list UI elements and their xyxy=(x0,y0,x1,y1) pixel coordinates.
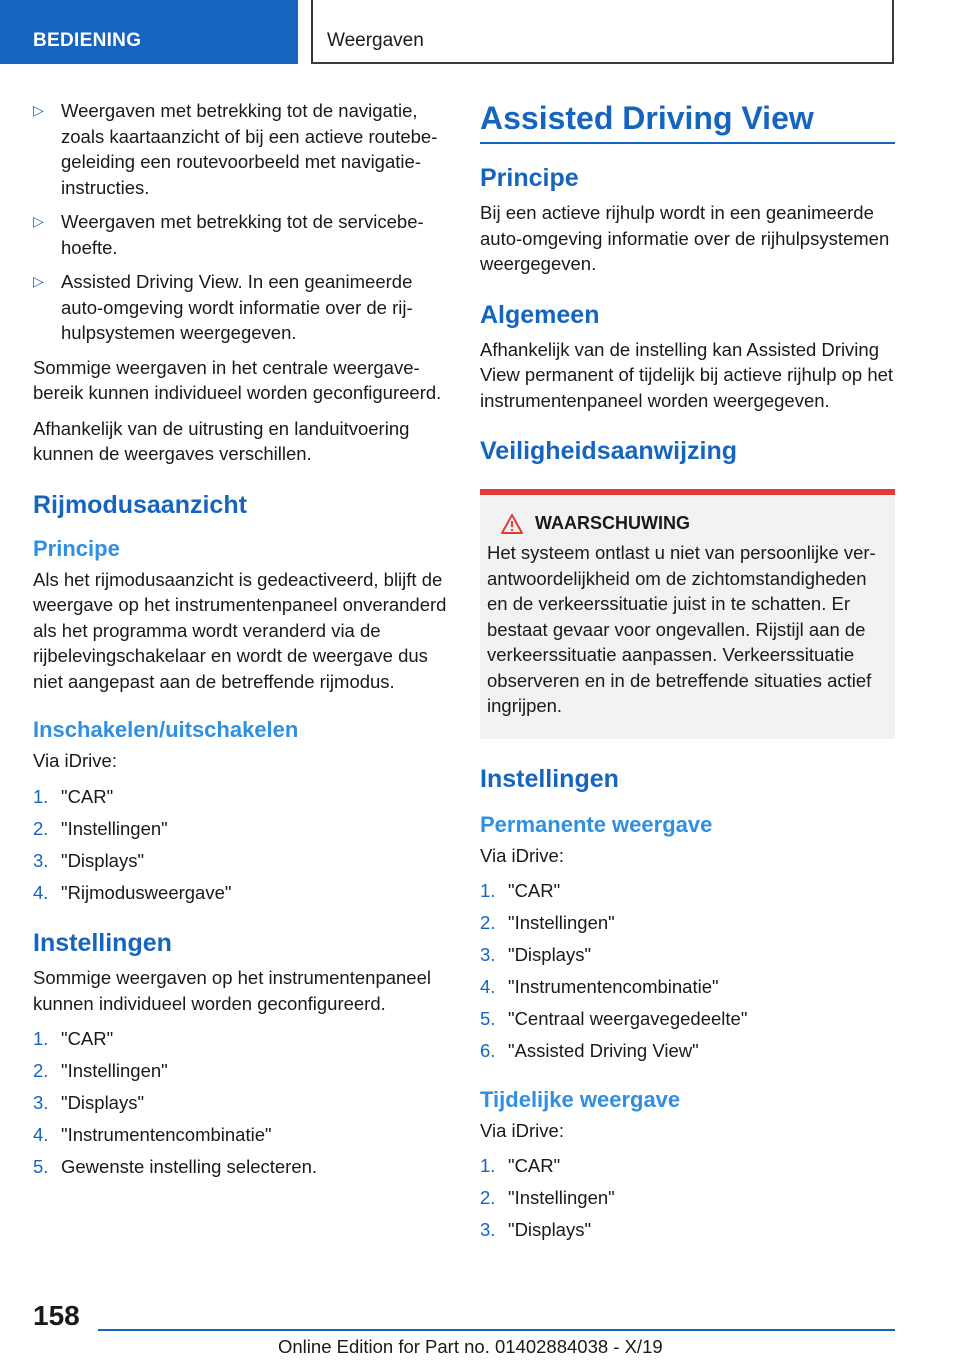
section-heading-algemeen: Algemeen xyxy=(480,300,600,329)
warning-header xyxy=(487,513,887,534)
list-item: ▷ Assisted Driving View. In een geanimeerde auto-omgeving wordt informatie over de rijhulpsystemen weergegeven. xyxy=(33,271,413,343)
footer-edition-text: Online Edition for Part no. 01402884038 - X/19 xyxy=(278,1336,663,1357)
feature-bullet-list xyxy=(33,98,447,346)
via-idrive-label: Via iDrive: xyxy=(480,1119,564,1141)
paragraph: Bij een actieve rijhulp wordt in een geanimeerde auto-omgeving informatie over de rijhulpsystemen weergegeven. xyxy=(480,202,890,274)
header-chapter-box xyxy=(311,0,894,64)
list-item: 6. "Assisted Driving View" xyxy=(480,1040,699,1061)
section-heading-veiligheid: Veiligheidsaanwijzing xyxy=(480,437,738,465)
list-item: 3. "Displays" xyxy=(480,1219,592,1240)
header-section-tab xyxy=(0,0,298,64)
list-item: 1. "CAR" xyxy=(480,880,561,901)
list-item: 3. "Displays" xyxy=(33,849,145,871)
triangle-bullet-icon: ▷ xyxy=(33,213,44,229)
list-item: 5. Gewenste instelling selecteren. xyxy=(33,1156,318,1177)
steps-list xyxy=(33,1026,447,1180)
list-item: 3. "Displays" xyxy=(33,1092,145,1113)
warning-label: WAARSCHUWING xyxy=(535,513,690,533)
steps-list xyxy=(480,878,895,1064)
list-item: 2. "Instellingen" xyxy=(480,1187,615,1208)
list-item: 4. "Instrumentencombinatie" xyxy=(480,976,719,997)
list-item: 2. "Instellingen" xyxy=(33,817,168,839)
paragraph: Sommige weergaven op het instrumentenpaneel kunnen individueel worden geconfigureerd. xyxy=(33,967,431,1014)
list-item: 1. "CAR" xyxy=(33,1028,114,1049)
warning-text: Het systeem ontlast u niet van persoonlijke verantwoordelijkheid om de zichtomstandigheden en de verkeerssituatie juist in te schatten. Er bestaat gevaar voor ongevallen. Rijstijl aan de verkeerssituatie aanpassen. Verkeerssituatie observeren en in de betreffende situaties actief ingrijpen. xyxy=(487,542,876,716)
triangle-bullet-icon: ▷ xyxy=(33,273,44,289)
triangle-bullet-icon: ▷ xyxy=(33,102,44,118)
page-number: 158 xyxy=(33,1300,80,1331)
via-idrive-label: Via iDrive: xyxy=(480,844,564,866)
warning-box xyxy=(480,489,895,739)
subheading-inschakelen: Inschakelen/uitschakelen xyxy=(33,717,299,742)
section-heading-instellingen-right: Instellingen xyxy=(480,764,619,793)
subheading-permanent: Permanente weergave xyxy=(480,811,713,837)
paragraph: Als het rijmodusaanzicht is gedeactiveerd, blijft de weergave op het instrumentenpaneel onveranderd als het programma wordt veranderd via de rijbelevingschakelaar en wordt de weergave dus niet aangepast aan de betreffende rijmodus. xyxy=(33,568,447,692)
subheading-principe: Principe xyxy=(33,535,120,561)
list-item: ▷ Weergaven met betrekking tot de navigatie, zoals kaartaanzicht of bij een actieve routebegeleiding een routevoorbeeld met navigatieinstructies. xyxy=(33,100,438,198)
list-item: 4. "Instrumentencombinatie" xyxy=(33,1124,272,1145)
chapter-title: Assisted Driving View xyxy=(480,98,895,144)
steps-list xyxy=(33,784,447,906)
warning-triangle-icon xyxy=(501,514,523,534)
paragraph: Sommige weergaven in het centrale weergavebereik kunnen individueel worden geconfigureerd. xyxy=(33,356,442,403)
section-heading-rijmodus: Rijmodusaanzicht xyxy=(33,490,247,519)
paragraph: Afhankelijk van de instelling kan Assisted Driving View permanent of tijdelijk bij actieve rijhulp op het instrumentenpaneel worden weergegeven. xyxy=(480,338,894,411)
list-item: 2. "Instellingen" xyxy=(33,1060,168,1081)
list-item: 1. "CAR" xyxy=(33,785,114,807)
header-chapter-label: Weergaven xyxy=(327,30,424,51)
list-item: 5. "Centraal weergavegedeelte" xyxy=(480,1008,748,1029)
list-item: 1. "CAR" xyxy=(480,1155,561,1176)
list-item: 4. "Rijmodusweergave" xyxy=(33,881,232,903)
subheading-tijdelijk: Tijdelijke weergave xyxy=(480,1086,681,1112)
list-item: 2. "Instellingen" xyxy=(480,912,615,933)
list-item: 3. "Displays" xyxy=(480,944,592,965)
section-heading-principe: Principe xyxy=(480,164,579,192)
right-column xyxy=(480,98,895,1265)
footer-divider xyxy=(98,1329,895,1331)
via-idrive-label: Via iDrive: xyxy=(33,750,117,771)
section-heading-instellingen: Instellingen xyxy=(33,929,172,957)
steps-list xyxy=(480,1153,895,1243)
list-item: ▷ Weergaven met betrekking tot de servicebehoefte. xyxy=(33,211,424,258)
header-section-label: BEDIENING xyxy=(33,30,142,51)
paragraph: Afhankelijk van de uitrusting en landuitvoering kunnen de weergaves verschillen. xyxy=(33,417,410,464)
left-column xyxy=(33,98,447,1202)
